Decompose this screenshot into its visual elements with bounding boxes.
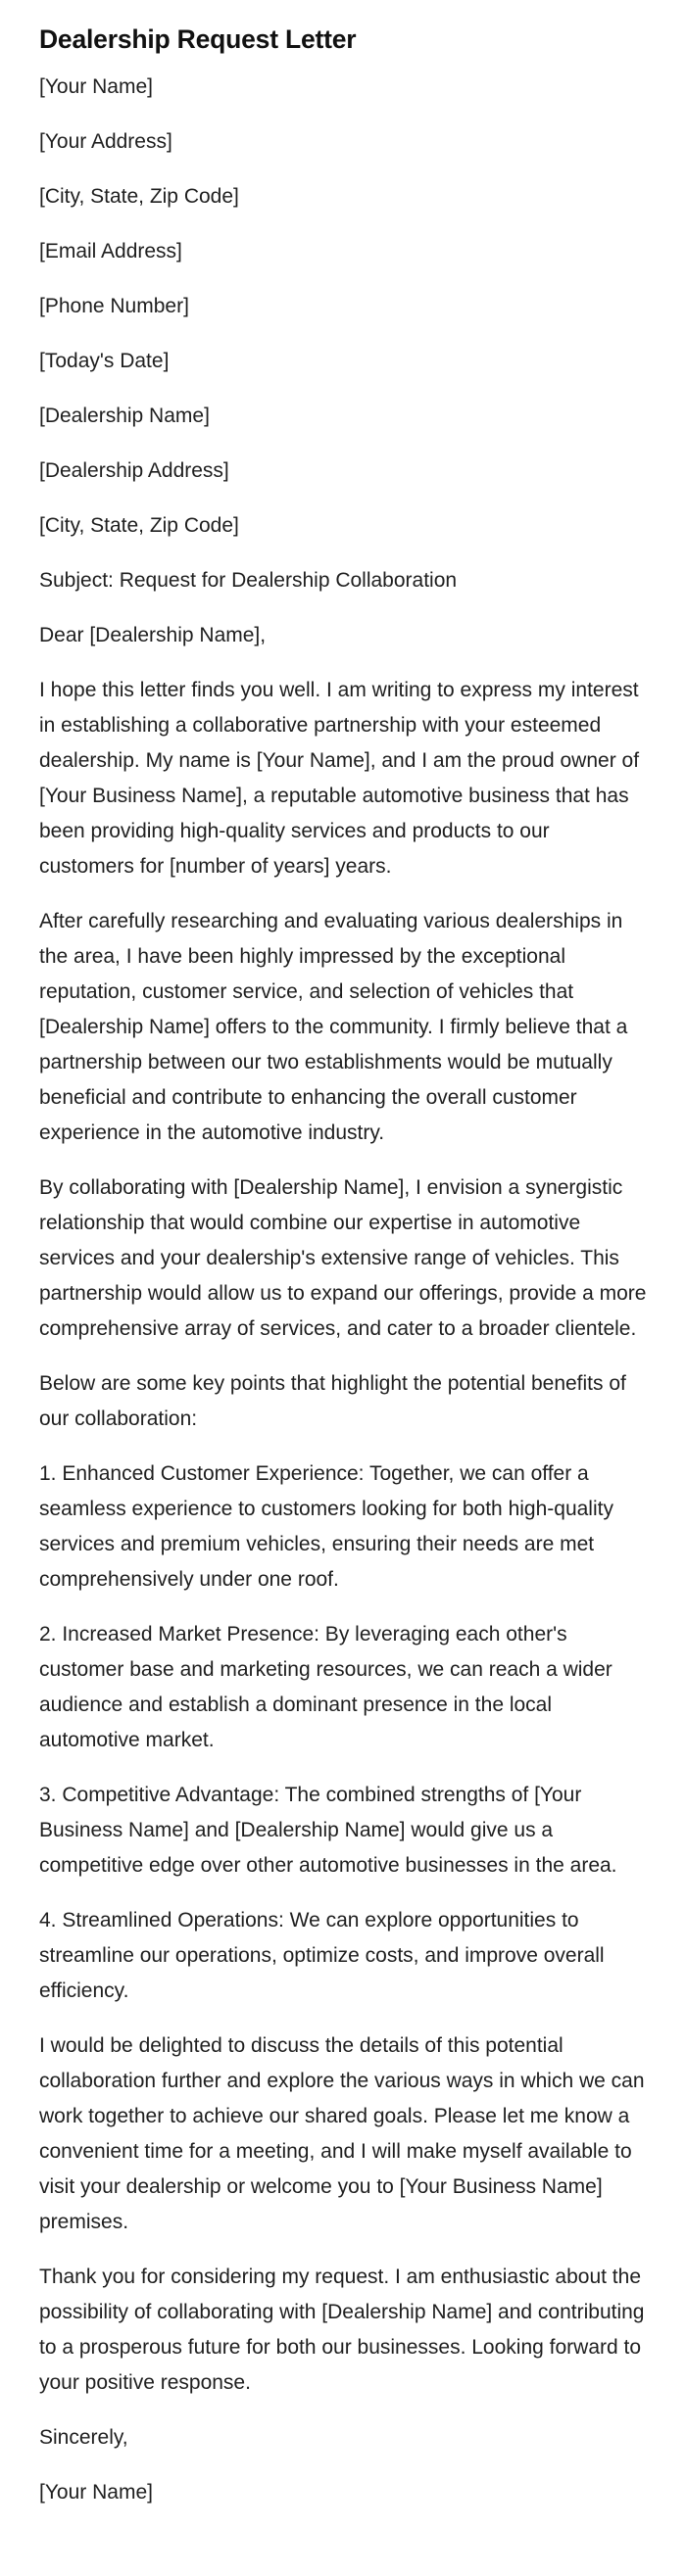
benefit-item-3: 3. Competitive Advantage: The combined strengths of [Your Business Name] and [Dealership Name] would give us a competitive edge over other automotive businesses in the area. [39,1784,617,1877]
page-title: Dealership Request Letter [39,24,357,54]
signature-name: [Your Name] [39,2481,153,2504]
sender-name: [Your Name] [39,75,153,98]
sender-email: [Email Address] [39,240,182,262]
subject-line: Subject: Request for Dealership Collaboration [39,569,458,592]
benefit-item-2: 2. Increased Market Presence: By leveraging each other's customer base and marketing resources, we can reach a wider audience and establish a dominant presence in the local automotive market. [39,1623,612,1751]
body-paragraph-meeting: I would be delighted to discuss the details of this potential collaboration further and explore the various ways in which we can work together to achieve our shared goals. Please let me know a convenient time for a meeting, and I will make myself available to visit your dealership or welcome you to [Your Business Name] premises. [39,2034,645,2233]
sender-city-state-zip: [City, State, Zip Code] [39,185,239,208]
recipient-address: [Dealership Address] [39,459,229,482]
sender-address: [Your Address] [39,130,172,153]
sender-phone: [Phone Number] [39,295,189,317]
body-paragraph-research: After carefully researching and evaluating various dealerships in the area, I have been highly impressed by the exceptional reputation, customer service, and selection of vehicles that [Dealership Name] offers to the community. I firmly believe that a partnership between our two establishments would be mutually beneficial and contribute to enhancing the overall customer experience in the automotive industry. [39,910,628,1144]
recipient-name: [Dealership Name] [39,405,210,427]
closing: Sincerely, [39,2426,128,2449]
recipient-city-state-zip: [City, State, Zip Code] [39,514,239,537]
salutation: Dear [Dealership Name], [39,624,267,646]
letter-date: [Today's Date] [39,350,170,372]
body-paragraph-intro: I hope this letter finds you well. I am writing to express my interest in establishing a collaborative partnership with your esteemed dealership. My name is [Your Name], and I am the proud owner of [Your Business Name], a reputable automotive business that has been providing high-quality services and products to our customers for [number of years] years. [39,679,640,878]
body-paragraph-thanks: Thank you for considering my request. I am enthusiastic about the possibility of collaborating with [Dealership Name] and contributing to a prosperous future for both our businesses. Looking forward to your positive response. [39,2266,645,2394]
body-paragraph-vision: By collaborating with [Dealership Name], I envision a synergistic relationship that would combine our expertise in automotive services and your dealership's extensive range of vehicles. This partnership would allow us to expand our offerings, provide a more comprehensive array of services, and cater to a broader clientele. [39,1176,647,1340]
benefit-item-1: 1. Enhanced Customer Experience: Together, we can offer a seamless experience to customers looking for both high-quality services and premium vehicles, ensuring their needs are met comprehensively under one roof. [39,1462,613,1591]
body-paragraph-benefits-intro: Below are some key points that highlight the potential benefits of our collaboration: [39,1372,626,1430]
benefit-item-4: 4. Streamlined Operations: We can explore opportunities to streamline our operations, optimize costs, and improve overall efficiency. [39,1909,605,2002]
